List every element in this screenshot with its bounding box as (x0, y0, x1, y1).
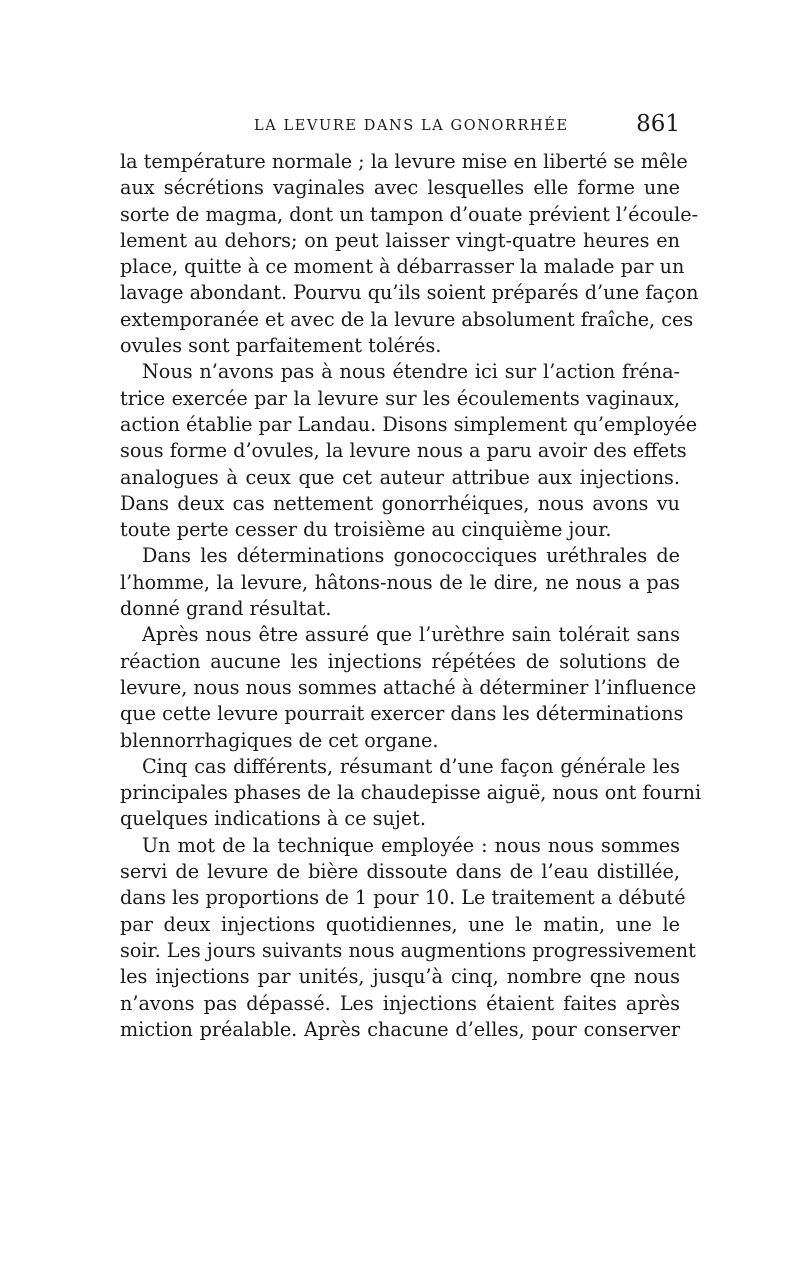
text-line: analogues à ceux que cet auteur attribue aux injections. (120, 465, 680, 489)
text-line: quelques indications à ce sujet. (120, 807, 426, 831)
text-line: aux sécrétions vaginales avec lesquelles elle forme une (120, 176, 680, 200)
text-line: l’homme, la levure, hâtons-nous de le dire, ne nous a pas (120, 570, 680, 594)
text-line: Nous n’avons pas à nous étendre ici sur l’action fréna- (142, 360, 680, 384)
text-line: les injections par unités, jusqu’à cinq, nombre qne nous (120, 965, 680, 989)
text-line: donné grand résultat. (120, 597, 332, 621)
text-line: servi de levure de bière dissoute dans de l’eau distillée, (120, 860, 680, 884)
text-line: lavage abondant. Pourvu qu’ils soient préparés d’une façon (120, 281, 699, 305)
text-line: Cinq cas différents, résumant d’une façon générale les (142, 754, 680, 778)
text-line: action établie par Landau. Disons simplement qu’employée (120, 412, 698, 436)
text-line: levure, nous nous sommes attaché à déterminer l’influence (120, 675, 697, 699)
text-line: n’avons pas dépassé. Les injections étaient faites après (120, 991, 680, 1015)
text-line: ovules sont parfaitement tolérés. (120, 334, 442, 358)
page-number: 861 (636, 111, 680, 137)
text-line: Dans les déterminations gonococciques uréthrales de (142, 544, 680, 568)
text-line: blennorrhagiques de cet organe. (120, 728, 439, 752)
text-line: Dans deux cas nettement gonorrhéiques, nous avons vu (120, 491, 680, 515)
text-line: que cette levure pourrait exercer dans les déterminations (120, 702, 684, 726)
text-line: lement au dehors; on peut laisser vingt-quatre heures en (120, 228, 680, 252)
text-line: Après nous être assuré que l’urèthre sain tolérait sans (142, 623, 680, 647)
running-head (120, 111, 680, 144)
text-line: extemporanée et avec de la levure absolument fraîche, ces (120, 307, 694, 331)
text-line: sorte de magma, dont un tampon d’ouate prévient l’écoule- (120, 202, 699, 226)
text-line: réaction aucune les injections répétées de solutions de (120, 649, 680, 673)
text-line: sous forme d’ovules, la levure nous a paru avoir des effets (120, 439, 687, 463)
text-line: par deux injections quotidiennes, une le matin, une le (120, 912, 680, 936)
text-line: trice exercée par la levure sur les écoulements vaginaux, (120, 386, 680, 410)
text-line: dans les proportions de 1 pour 10. Le traitement a débuté (120, 886, 686, 910)
running-title: LA LEVURE DANS LA GONORRHÉE (254, 118, 569, 134)
text-line: Un mot de la technique employée : nous nous sommes (142, 833, 680, 857)
body-text (120, 149, 702, 1043)
text-line: principales phases de la chaudepisse aiguë, nous ont fourni (120, 781, 702, 805)
text-line: place, quitte à ce moment à débarrasser la malade par un (120, 255, 685, 279)
text-line: soir. Les jours suivants nous augmentions progressivement (120, 938, 696, 962)
text-line: miction préalable. Après chacune d’elles, pour conserver (120, 1017, 680, 1041)
text-line: la température normale ; la levure mise en liberté se mêle (120, 150, 688, 173)
text-line: toute perte cesser du troisième au cinquième jour. (120, 518, 612, 542)
